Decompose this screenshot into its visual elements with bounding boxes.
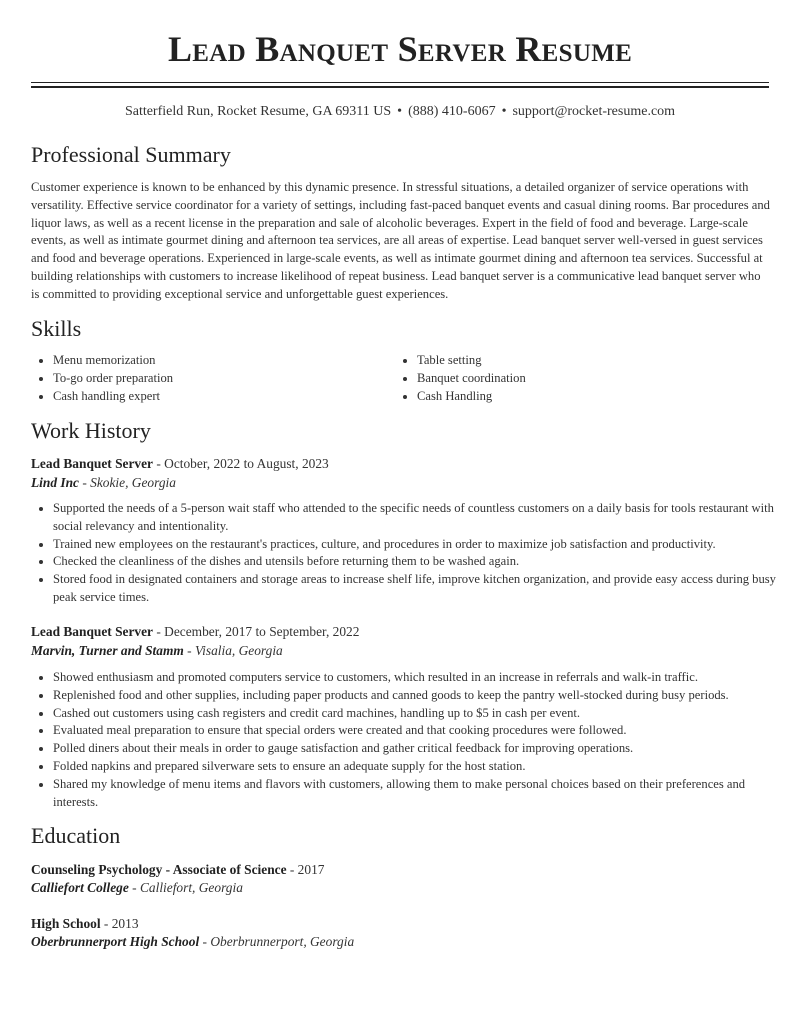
skills-list: [31, 352, 771, 405]
section-heading-skills: Skills: [31, 316, 82, 341]
job-bullet: • Replenished food and other supplies, including paper products and canned goods to keep the pantry well-stocked during busy periods.: [53, 687, 793, 705]
job-bullet: • Shared my knowledge of menu items and flavors with customers, allowing them to make personal choices based on their preferences and interests.: [53, 776, 793, 812]
job-bullet: • Cashed out customers using cash registers and credit card machines, handling up to $5 in cash per event.: [53, 705, 793, 723]
job-employer: [31, 475, 176, 491]
skill-item: • Cash Handling: [417, 388, 759, 406]
job-bullets: [31, 669, 793, 811]
education-header: [31, 862, 324, 878]
job-bullet: • Trained new employees on the restaurant's practices, culture, and procedures in order to maximize job satisfaction and productivity.: [53, 536, 793, 554]
job-bullet: • Evaluated meal preparation to ensure that special orders were created and that cooking procedures were followed.: [53, 722, 793, 740]
contact-address: Satterfield Run, Rocket Resume, GA 69311 US: [124, 104, 392, 119]
job-bullet: • Checked the cleanliness of the dishes and utensils before returning them to be washed again.: [53, 553, 793, 571]
education-school-line: [31, 934, 354, 950]
job-dates: - December, 2017 to September, 2022: [153, 624, 360, 639]
section-heading-summary: Professional Summary: [31, 142, 231, 167]
skill-item: • Banquet coordination: [417, 370, 759, 388]
job-bullet: • Folded napkins and prepared silverware sets to ensure an adequate supply for the host station.: [53, 758, 793, 776]
contact-phone: (888) 410-6067: [408, 104, 496, 119]
job-bullet: • Stored food in designated containers and storage areas to increase shelf life, improve kitchen organization, and provide easy access during busy peak service times.: [53, 571, 793, 607]
job-title: Lead Banquet Server: [31, 456, 153, 471]
job-bullet: • Showed enthusiasm and promoted computers service to customers, which resulted in an increase in referrals and walk-in traffic.: [53, 669, 793, 687]
job-header: [31, 624, 359, 640]
education-school: Oberbrunnerport High School: [31, 934, 200, 949]
job-bullet: • Polled diners about their meals in order to gauge satisfaction and gather critical feedback for improving operations.: [53, 740, 793, 758]
education-degree: High School: [31, 916, 101, 931]
job-bullet: • Supported the needs of a 5-person wait staff who attended to the specific needs of countless customers on a daily basis for tools restaurant with social relevancy and intentionality.: [53, 500, 793, 536]
education-school-line: [31, 880, 243, 896]
section-heading-work: Work History: [31, 418, 151, 443]
job-title: Lead Banquet Server: [31, 624, 153, 639]
education-school: Calliefort College: [31, 880, 129, 895]
summary-text: Customer experience is known to be enhanced by this dynamic presence. In stressful situations, a detailed organizer of service operations with versatility. Effective service coordinator for a variety of settings, including fast-paced banquet events and casual dining rooms. Bar procedures and liquor laws, as well as a recent license in the preparation and sale of alcoholic beverages. Expert in the field of food and beverage. Large-scale events, as well as intimate gourmet dining and afternoon tea services, are all areas of expertise. Lead banquet server well-versed in guest services and food and beverage operations. Experienced in large-scale events, as well as intimate gourmet dining and afternoon tea services. Successful at building relationships with customers to increase likelihood of repeat business. Lead banquet server is a communicative lead banquet server who is committed to providing exceptional service and unforgettable guest experiences.: [31, 180, 770, 301]
skills-column-left: [31, 352, 395, 405]
job-company: Marvin, Turner and Stamm: [31, 643, 184, 658]
skills-column-right: [395, 352, 759, 405]
contact-separator: •: [501, 104, 507, 119]
education-year: - 2017: [286, 862, 325, 877]
job-header: [31, 456, 329, 472]
education-location: - Oberbrunnerport, Georgia: [199, 934, 355, 949]
job-location: - Skokie, Georgia: [79, 475, 176, 490]
education-location: - Calliefort, Georgia: [128, 880, 243, 895]
job-location: - Visalia, Georgia: [183, 643, 283, 658]
title-rule-thin: [31, 82, 769, 83]
skill-item: • Table setting: [417, 352, 759, 370]
education-header: [31, 916, 139, 932]
skill-item: • Menu memorization: [53, 352, 395, 370]
contact-separator: •: [397, 104, 403, 119]
job-company: Lind Inc: [31, 475, 79, 490]
education-year: - 2013: [100, 916, 139, 931]
resume-title: Lead Banquet Server Resume: [167, 29, 633, 69]
section-heading-education: Education: [31, 823, 121, 848]
job-bullets: [31, 500, 793, 607]
job-dates: - October, 2022 to August, 2023: [153, 456, 329, 471]
contact-line: [0, 104, 800, 120]
title-rule-thick: [31, 86, 769, 88]
skill-item: • Cash handling expert: [53, 388, 395, 406]
contact-email: support@rocket-resume.com: [512, 104, 676, 119]
education-degree: Counseling Psychology - Associate of Science: [31, 862, 287, 877]
job-employer: [31, 643, 283, 659]
skill-item: • To-go order preparation: [53, 370, 395, 388]
